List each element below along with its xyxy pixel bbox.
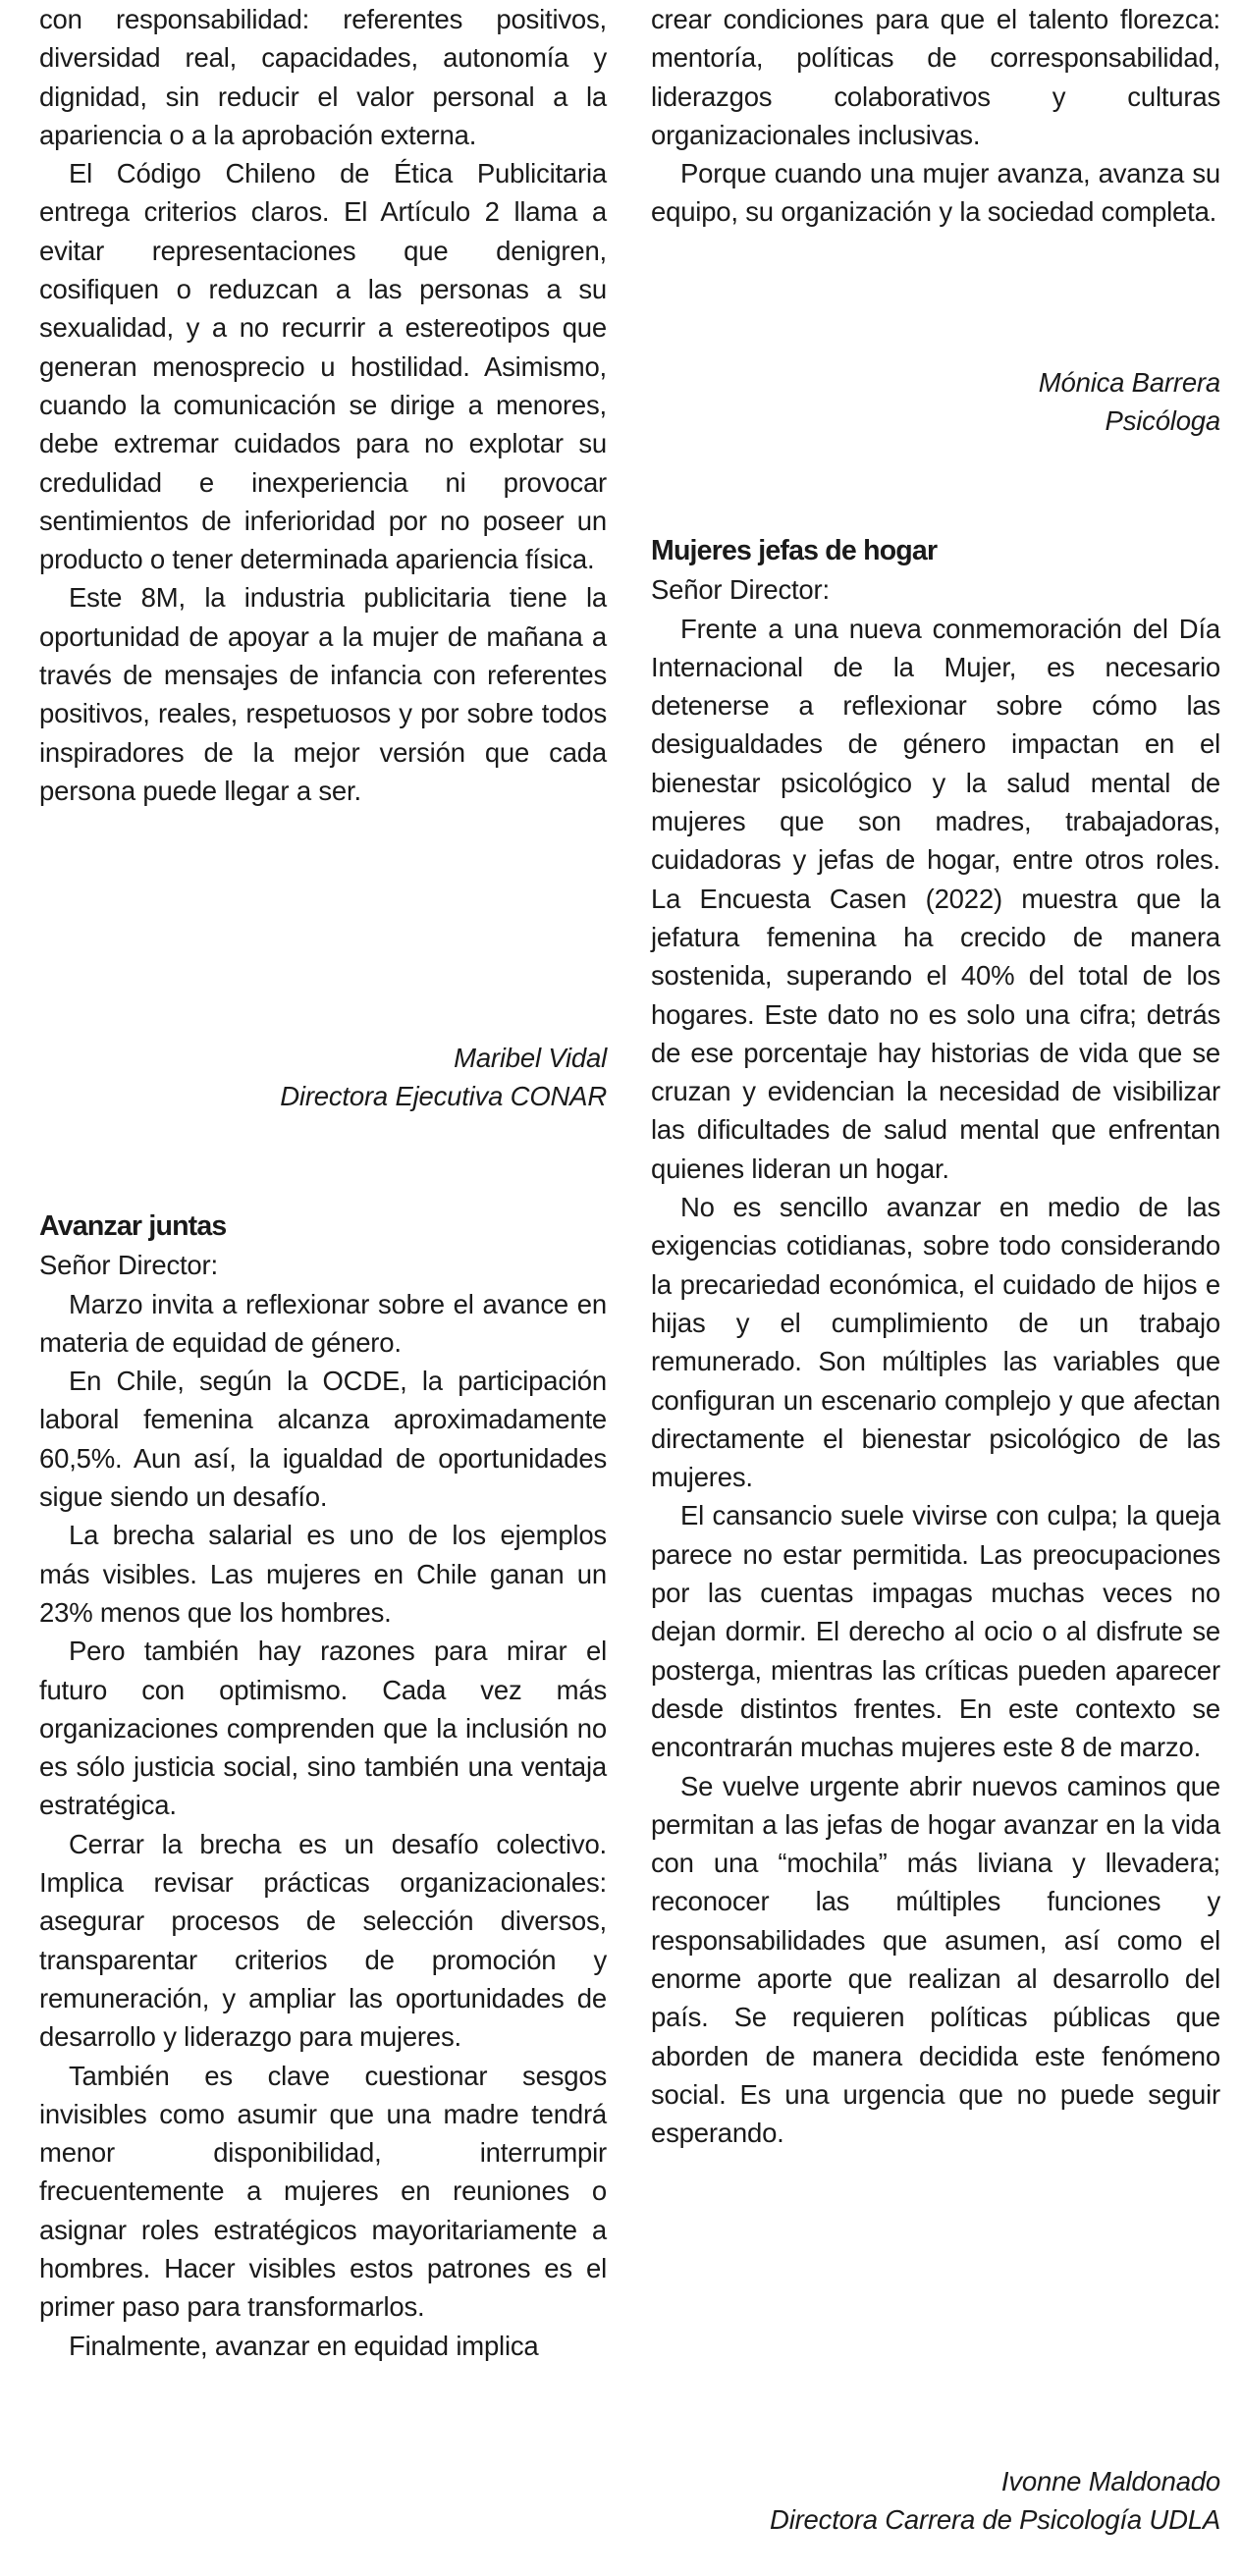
signature-role: Directora Carrera de Psicología UDLA xyxy=(770,2504,1220,2536)
conar-letter-continuation xyxy=(39,0,607,810)
signature-name: Mónica Barrera xyxy=(1038,367,1220,398)
signature-role: Psicóloga xyxy=(1105,405,1220,437)
salutation: Señor Director: xyxy=(39,1250,218,1281)
letter-mujeres-jefas-de-hogar xyxy=(651,532,1220,2152)
paragraph: En Chile, según la OCDE, la participación laboral femenina alcanza aproximadamente 60,5%. Aun así, la igualdad de oportunidades sigue siendo un desafío. xyxy=(39,1366,607,1513)
paragraph: Se vuelve urgente abrir nuevos caminos que permitan a las jefas de hogar avanzar en la vida con una “mochila” más liviana y llevadera; reconocer las múltiples funciones y responsabilidades que asumen, así como el enorme aporte que realizan al desarrollo del país. Se requieren políticas públicas que aborden de manera decidida este fenómeno social. Es una urgencia que no puede seguir esperando. xyxy=(651,1770,1220,2149)
signature-block xyxy=(651,2462,1220,2540)
paragraph: Porque cuando una mujer avanza, avanza su equipo, su organización y la sociedad completa. xyxy=(651,158,1220,228)
paragraph: No es sencillo avanzar en medio de las exigencias cotidianas, sobre todo considerando la precariedad económica, el cuidado de hijos e hijas y el cumplimiento de un trabajo remunerado. Son múltiples las variables que configuran un escenario complejo y que afectan directamente el bienestar psicológico de las mujeres. xyxy=(651,1192,1220,1493)
paragraph: Finalmente, avanzar en equidad implica xyxy=(69,2330,539,2361)
letter-title: Mujeres jefas de hogar xyxy=(651,535,938,566)
signature-role: Directora Ejecutiva CONAR xyxy=(280,1081,607,1112)
paragraph: crear condiciones para que el talento florezca: mentoría, políticas de corresponsabilidad, liderazgos colaborativos y culturas organizacionales inclusivas. xyxy=(651,4,1220,150)
paragraph: Marzo invita a reflexionar sobre el avance en materia de equidad de género. xyxy=(39,1288,607,1358)
paragraph: Cerrar la brecha es un desafío colectivo. Implica revisar prácticas organizacionales: asegurar procesos de selección diversos, transparentar criterios de promoción y remuneración, y ampliar las oportunidades de desarrollo y liderazgo para mujeres. xyxy=(39,1828,607,2053)
signature-name: Maribel Vidal xyxy=(454,1043,607,1073)
letter-title: Avanzar juntas xyxy=(39,1210,227,1242)
signature-block xyxy=(39,1039,607,1116)
salutation: Señor Director: xyxy=(651,574,830,606)
paragraph: Pero también hay razones para mirar el futuro con optimismo. Cada vez más organizaciones comprenden que la inclusión no es sólo justicia social, sino también una ventaja estratégica. xyxy=(39,1636,607,1821)
paragraph: También es clave cuestionar sesgos invisibles como asumir que una madre tendrá menor disponibilidad, interrumpir frecuentemente a mujeres en reuniones o asignar roles estratégicos mayoritariamente a hombres. Hacer visibles estos patrones es el primer paso para transformarlos. xyxy=(39,2060,607,2323)
paragraph: Este 8M, la industria publicitaria tiene la oportunidad de apoyar a la mujer de mañana a través de mensajes de infancia con referentes positivos, reales, respetuosos y por sobre todos inspiradores de la mejor versión que cada persona puede llegar a ser. xyxy=(39,582,607,806)
paragraph: La brecha salarial es uno de los ejemplos más visibles. Las mujeres en Chile ganan un 23% menos que los hombres. xyxy=(39,1520,607,1628)
signature-block xyxy=(651,363,1220,441)
avanzar-juntas-continuation xyxy=(651,0,1220,232)
letter-avanzar-juntas xyxy=(39,1208,607,2365)
signature-name: Ivonne Maldonado xyxy=(1000,2466,1220,2496)
paragraph: con responsabilidad: referentes positivos, diversidad real, capacidades, autonomía y dignidad, sin reducir el valor personal a la apariencia o a la aprobación externa. xyxy=(39,4,607,150)
paragraph: El Código Chileno de Ética Publicitaria entrega criterios claros. El Artículo 2 llama a evitar representaciones que denigren, cosifiquen o reduzcan a las personas a su sexualidad, y a no recurrir a estereotipos que generan menosprecio u hostilidad. Asimismo, cuando la comunicación se dirige a menores, debe extremar cuidados para no explotar su credulidad e inexperiencia ni provocar sentimientos de inferioridad por no poseer un producto o tener determinada apariencia física. xyxy=(39,158,607,575)
paragraph: El cansancio suele vivirse con culpa; la queja parece no estar permitida. Las preocupaciones por las cuentas impagas muchas veces no dejan dormir. El derecho al ocio o al disfrute se posterga, mientras las críticas pueden aparecer desde distintos frentes. En este contexto se encontrarán muchas mujeres este 8 de marzo. xyxy=(651,1500,1220,1763)
paragraph: Frente a una nueva conmemoración del Día Internacional de la Mujer, es necesario detenerse a reflexionar sobre cómo las desigualdades de género impactan en el bienestar psicológico y la salud mental de mujeres que son madres, trabajadoras, cuidadoras y jefas de hogar, entre otros roles. La Encuesta Casen (2022) muestra que la jefatura femenina ha crecido de manera sostenida, superando el 40% del total de los hogares. Este dato no es solo una cifra; detrás de ese porcentaje hay historias de vida que se cruzan y evidencian la necesidad de visibilizar las dificultades de salud mental que enfrentan quienes lideran un hogar. xyxy=(651,613,1220,1184)
